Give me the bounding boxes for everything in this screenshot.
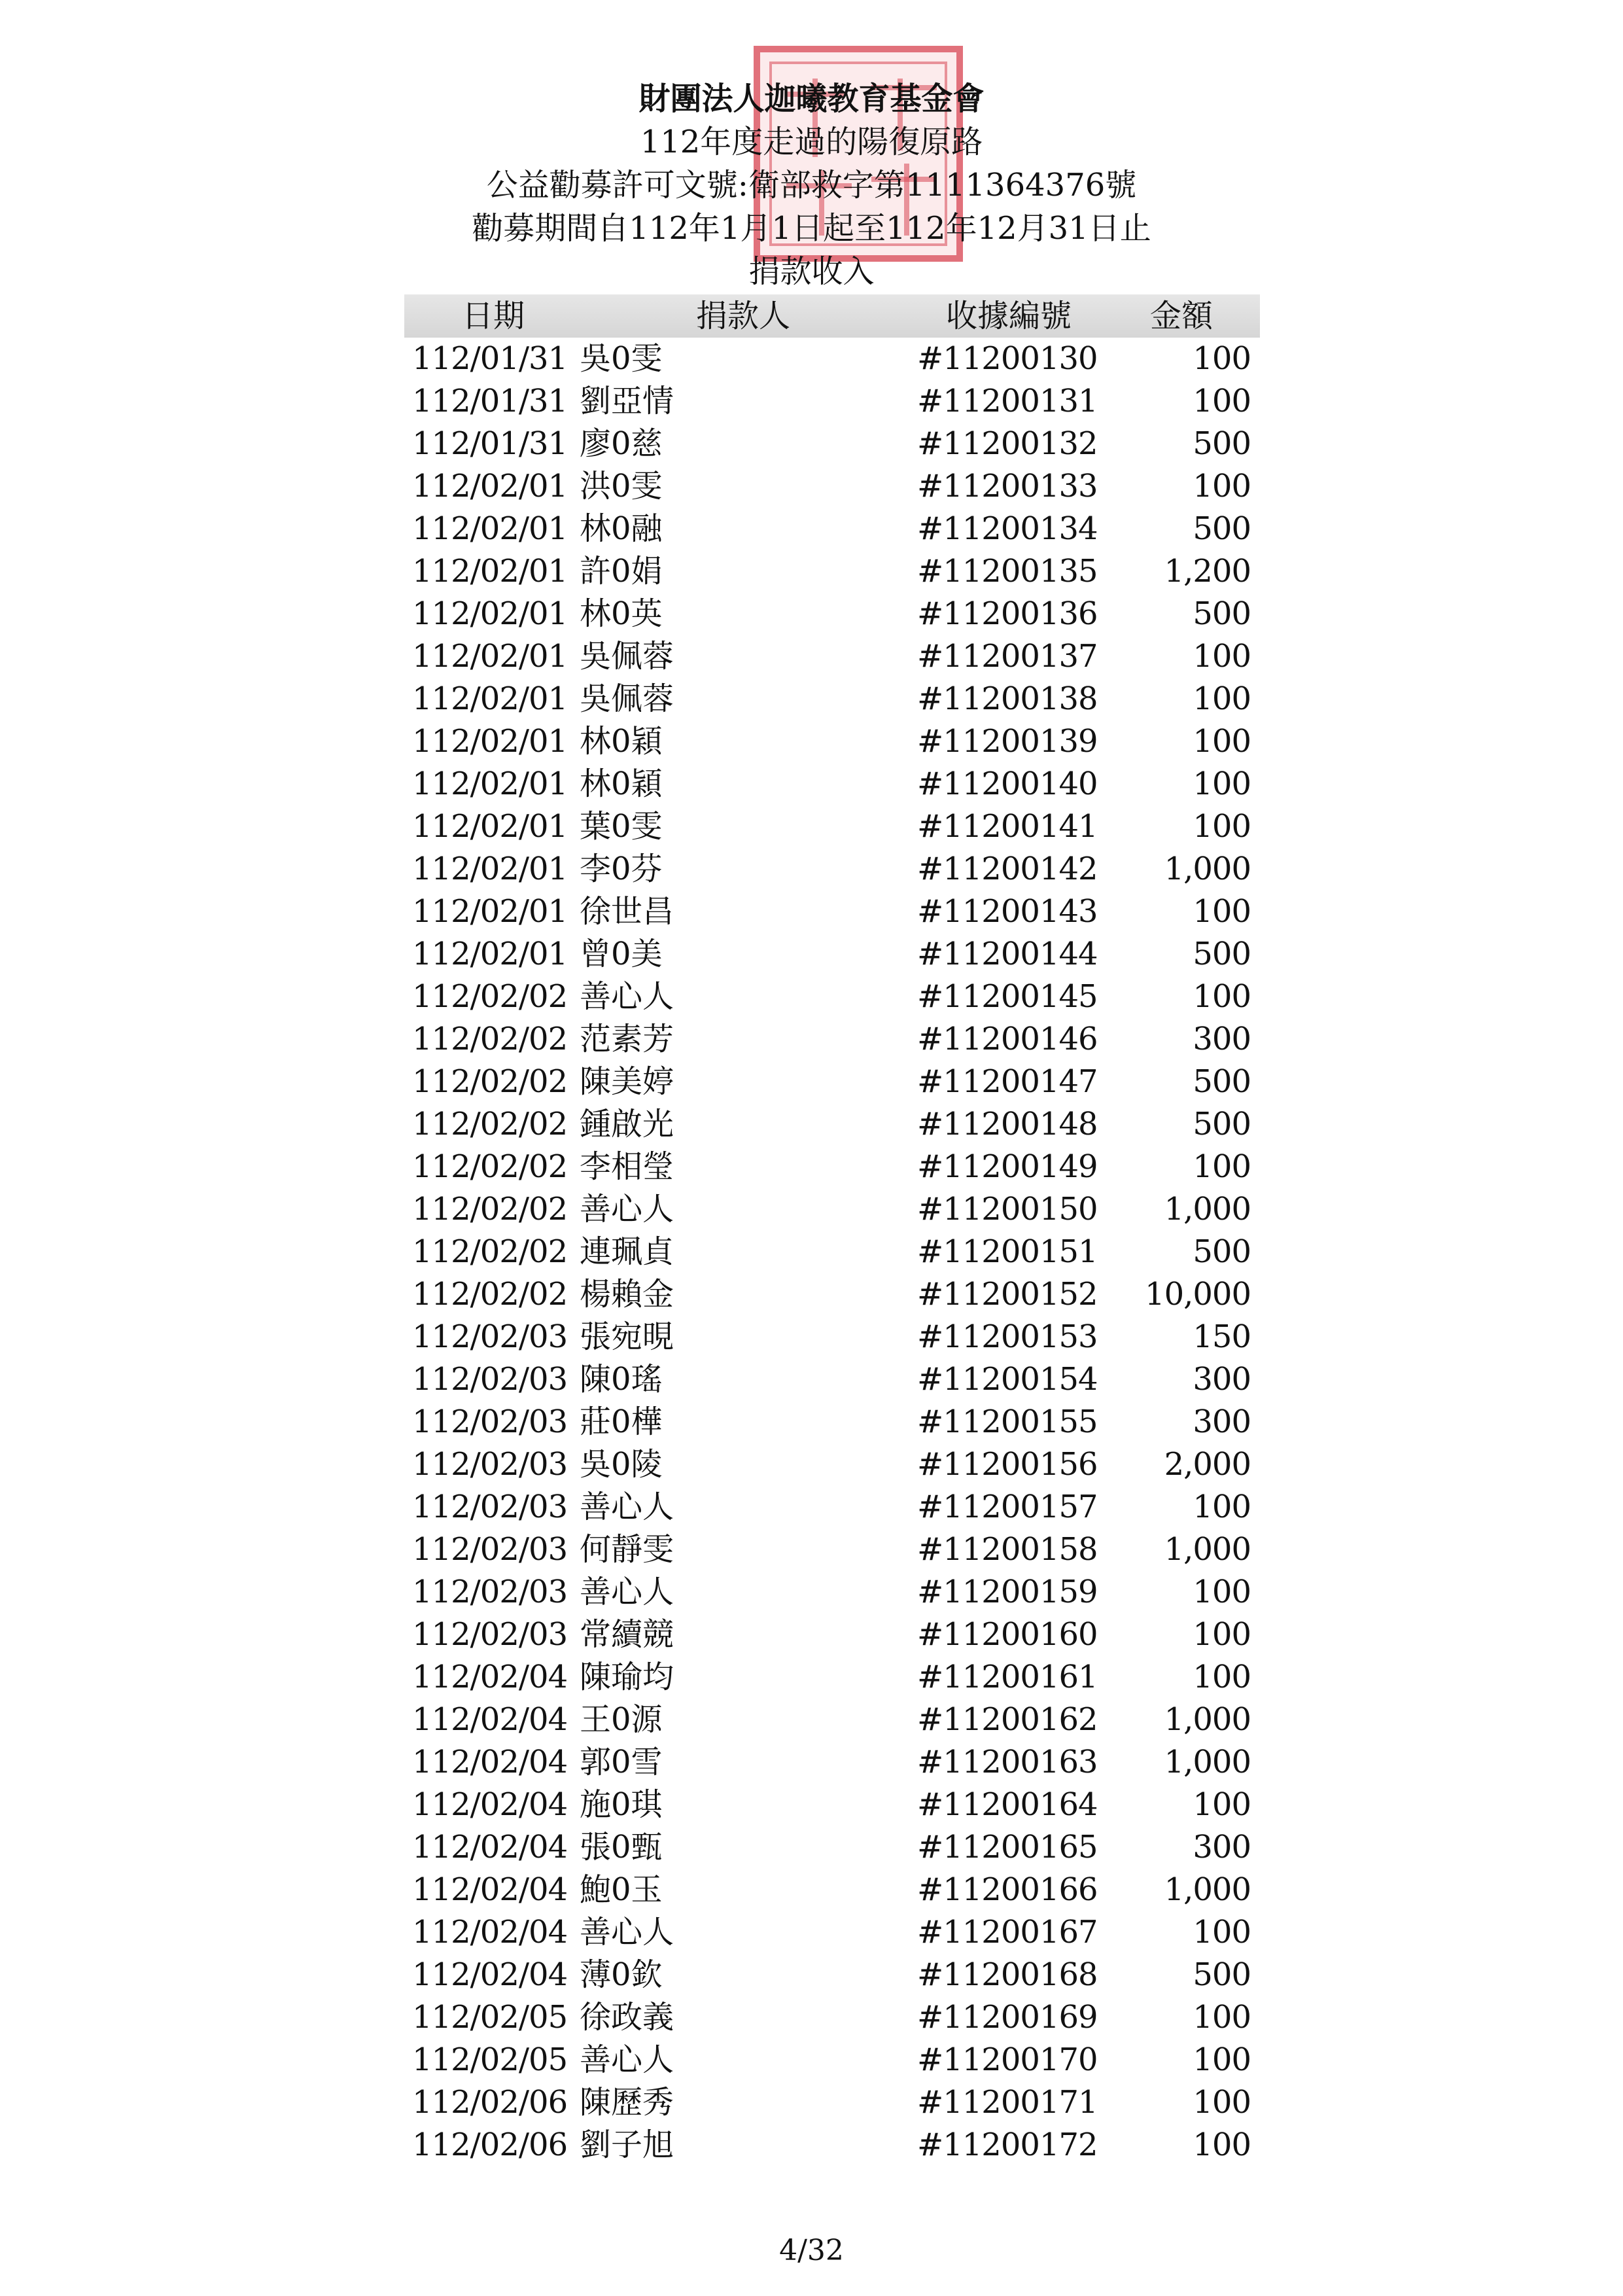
permit-number: 公益勸募許可文號:衛部救字第1111364376號 xyxy=(486,167,1137,203)
cell-receipt: #11200137 xyxy=(917,638,1098,675)
table-row xyxy=(404,1614,1260,1656)
cell-amount: 1,200 xyxy=(1164,553,1251,590)
cell-date: 112/02/02 xyxy=(412,1233,568,1270)
cell-amount: 100 xyxy=(1193,893,1251,930)
cell-amount: 500 xyxy=(1193,1233,1251,1270)
cell-donor: 林0融 xyxy=(580,510,663,547)
cell-donor: 連珮貞 xyxy=(580,1233,674,1270)
table-row xyxy=(404,1741,1260,1784)
table-body xyxy=(404,338,1260,2166)
table-row xyxy=(404,1996,1260,2039)
table-row xyxy=(404,2081,1260,2124)
table-row xyxy=(404,1316,1260,1358)
cell-receipt: #11200160 xyxy=(917,1616,1098,1653)
cell-receipt: #11200164 xyxy=(917,1786,1098,1823)
cell-amount: 100 xyxy=(1193,340,1251,377)
cell-receipt: #11200131 xyxy=(917,383,1098,419)
cell-amount: 100 xyxy=(1193,1574,1251,1610)
cell-donor: 常續競 xyxy=(580,1616,674,1653)
cell-donor: 王0源 xyxy=(580,1701,663,1738)
cell-date: 112/02/04 xyxy=(412,1744,568,1780)
page-number: 4/32 xyxy=(779,2234,844,2267)
cell-donor: 林0穎 xyxy=(580,723,663,760)
cell-date: 112/02/04 xyxy=(412,1914,568,1951)
cell-receipt: #11200141 xyxy=(917,808,1098,845)
cell-date: 112/02/01 xyxy=(412,723,568,760)
table-row xyxy=(404,550,1260,593)
cell-receipt: #11200167 xyxy=(917,1914,1098,1951)
cell-donor: 許0娟 xyxy=(580,553,663,590)
cell-receipt: #11200148 xyxy=(917,1106,1098,1142)
cell-date: 112/02/01 xyxy=(412,553,568,590)
cell-date: 112/02/01 xyxy=(412,936,568,972)
cell-date: 112/02/06 xyxy=(412,2084,568,2121)
cell-donor: 葉0雯 xyxy=(580,808,663,845)
table-row xyxy=(404,763,1260,805)
cell-receipt: #11200151 xyxy=(917,1233,1098,1270)
cell-receipt: #11200146 xyxy=(917,1021,1098,1057)
cell-receipt: #11200158 xyxy=(917,1531,1098,1568)
table-row xyxy=(404,1954,1260,1996)
cell-donor: 曾0美 xyxy=(580,936,663,972)
cell-receipt: #11200149 xyxy=(917,1148,1098,1185)
cell-donor: 陳0瑤 xyxy=(580,1361,663,1398)
cell-donor: 徐政義 xyxy=(580,1999,674,2036)
table-row xyxy=(404,1528,1260,1571)
cell-amount: 100 xyxy=(1193,1999,1251,2036)
table-row xyxy=(404,678,1260,720)
cell-receipt: #11200150 xyxy=(917,1191,1098,1227)
cell-date: 112/02/03 xyxy=(412,1361,568,1398)
cell-donor: 鍾啟光 xyxy=(580,1106,674,1142)
cell-date: 112/02/04 xyxy=(412,1871,568,1908)
cell-date: 112/02/04 xyxy=(412,1956,568,1993)
fundraising-period: 勸募期間自112年1月1日起至112年12月31日止 xyxy=(472,210,1151,247)
cell-amount: 1,000 xyxy=(1164,1701,1251,1738)
cell-amount: 500 xyxy=(1193,595,1251,632)
cell-donor: 善心人 xyxy=(580,1574,674,1610)
table-row xyxy=(404,508,1260,550)
cell-donor: 林0英 xyxy=(580,595,663,632)
document-header xyxy=(0,77,1623,293)
cell-amount: 500 xyxy=(1193,936,1251,972)
section-title: 捐款收入 xyxy=(748,253,875,290)
cell-amount: 1,000 xyxy=(1164,1744,1251,1780)
table-row xyxy=(404,635,1260,678)
cell-amount: 100 xyxy=(1193,468,1251,504)
cell-date: 112/02/03 xyxy=(412,1574,568,1610)
cell-amount: 100 xyxy=(1193,1616,1251,1653)
cell-receipt: #11200155 xyxy=(917,1404,1098,1440)
cell-receipt: #11200157 xyxy=(917,1489,1098,1525)
cell-donor: 莊0樺 xyxy=(580,1404,663,1440)
cell-date: 112/02/02 xyxy=(412,1191,568,1227)
cell-date: 112/02/02 xyxy=(412,1148,568,1185)
cell-amount: 100 xyxy=(1193,2127,1251,2163)
column-header-donor: 捐款人 xyxy=(696,298,791,334)
table-row xyxy=(404,1699,1260,1741)
cell-receipt: #11200145 xyxy=(917,978,1098,1015)
table-row xyxy=(404,1018,1260,1061)
cell-receipt: #11200162 xyxy=(917,1701,1098,1738)
cell-receipt: #11200152 xyxy=(917,1276,1098,1313)
cell-donor: 施0琪 xyxy=(580,1786,663,1823)
table-row xyxy=(404,1826,1260,1869)
cell-date: 112/02/03 xyxy=(412,1616,568,1653)
cell-receipt: #11200169 xyxy=(917,1999,1098,2036)
cell-date: 112/02/03 xyxy=(412,1318,568,1355)
table-row xyxy=(404,380,1260,423)
cell-amount: 300 xyxy=(1193,1361,1251,1398)
cell-receipt: #11200134 xyxy=(917,510,1098,547)
cell-date: 112/02/03 xyxy=(412,1404,568,1440)
cell-date: 112/02/04 xyxy=(412,1786,568,1823)
cell-receipt: #11200133 xyxy=(917,468,1098,504)
cell-donor: 劉亞情 xyxy=(580,383,674,419)
cell-amount: 100 xyxy=(1193,2041,1251,2078)
cell-donor: 楊賴金 xyxy=(580,1276,674,1313)
table-row xyxy=(404,1486,1260,1528)
cell-receipt: #11200165 xyxy=(917,1829,1098,1865)
cell-donor: 善心人 xyxy=(580,1191,674,1227)
cell-donor: 李相瑩 xyxy=(580,1148,674,1185)
cell-amount: 300 xyxy=(1193,1404,1251,1440)
table-row xyxy=(404,1784,1260,1826)
table-row xyxy=(404,1273,1260,1316)
cell-donor: 陳瑜均 xyxy=(580,1659,674,1695)
cell-receipt: #11200153 xyxy=(917,1318,1098,1355)
cell-donor: 善心人 xyxy=(580,1489,674,1525)
cell-date: 112/01/31 xyxy=(412,340,568,377)
cell-receipt: #11200172 xyxy=(917,2127,1098,2163)
table-row xyxy=(404,848,1260,891)
cell-amount: 100 xyxy=(1193,383,1251,419)
cell-receipt: #11200147 xyxy=(917,1063,1098,1100)
cell-receipt: #11200161 xyxy=(917,1659,1098,1695)
cell-date: 112/02/01 xyxy=(412,851,568,887)
cell-receipt: #11200135 xyxy=(917,553,1098,590)
cell-amount: 100 xyxy=(1193,1148,1251,1185)
cell-date: 112/02/01 xyxy=(412,638,568,675)
cell-donor: 洪0雯 xyxy=(580,468,663,504)
cell-donor: 吳佩蓉 xyxy=(580,638,674,675)
cell-amount: 500 xyxy=(1193,425,1251,462)
cell-date: 112/02/03 xyxy=(412,1446,568,1483)
table-row xyxy=(404,805,1260,848)
table-row xyxy=(404,1911,1260,1954)
cell-donor: 吳0陵 xyxy=(580,1446,663,1483)
cell-receipt: #11200159 xyxy=(917,1574,1098,1610)
cell-receipt: #11200138 xyxy=(917,680,1098,717)
cell-receipt: #11200140 xyxy=(917,766,1098,802)
cell-amount: 100 xyxy=(1193,2084,1251,2121)
cell-amount: 300 xyxy=(1193,1021,1251,1057)
cell-donor: 李0芬 xyxy=(580,851,663,887)
cell-date: 112/01/31 xyxy=(412,425,568,462)
cell-donor: 陳歷秀 xyxy=(580,2084,674,2121)
cell-date: 112/02/02 xyxy=(412,978,568,1015)
cell-amount: 1,000 xyxy=(1164,1531,1251,1568)
table-row xyxy=(404,423,1260,465)
table-row xyxy=(404,1061,1260,1103)
cell-amount: 500 xyxy=(1193,1106,1251,1142)
cell-amount: 150 xyxy=(1193,1318,1251,1355)
cell-date: 112/02/04 xyxy=(412,1659,568,1695)
cell-receipt: #11200163 xyxy=(917,1744,1098,1780)
cell-receipt: #11200171 xyxy=(917,2084,1098,2121)
cell-amount: 100 xyxy=(1193,1914,1251,1951)
cell-donor: 張宛晛 xyxy=(580,1318,674,1355)
cell-amount: 500 xyxy=(1193,1956,1251,1993)
table-row xyxy=(404,1231,1260,1273)
cell-donor: 劉子旭 xyxy=(580,2127,674,2163)
cell-amount: 100 xyxy=(1193,766,1251,802)
table-row xyxy=(404,338,1260,380)
cell-date: 112/02/06 xyxy=(412,2127,568,2163)
cell-amount: 100 xyxy=(1193,1659,1251,1695)
table-row xyxy=(404,720,1260,763)
project-title: 112年度走過的陽復原路 xyxy=(640,124,983,160)
cell-donor: 薄0欽 xyxy=(580,1956,663,1993)
cell-donor: 范素芳 xyxy=(580,1021,674,1057)
cell-amount: 500 xyxy=(1193,510,1251,547)
table-row xyxy=(404,1188,1260,1231)
cell-date: 112/02/02 xyxy=(412,1021,568,1057)
cell-date: 112/02/01 xyxy=(412,510,568,547)
cell-donor: 林0穎 xyxy=(580,766,663,802)
cell-receipt: #11200168 xyxy=(917,1956,1098,1993)
cell-date: 112/02/03 xyxy=(412,1531,568,1568)
cell-receipt: #11200170 xyxy=(917,2041,1098,2078)
cell-date: 112/02/03 xyxy=(412,1489,568,1525)
cell-receipt: #11200132 xyxy=(917,425,1098,462)
cell-receipt: #11200144 xyxy=(917,936,1098,972)
cell-donor: 善心人 xyxy=(580,978,674,1015)
cell-donor: 吳0雯 xyxy=(580,340,663,377)
cell-amount: 1,000 xyxy=(1164,1871,1251,1908)
cell-date: 112/02/01 xyxy=(412,893,568,930)
cell-receipt: #11200142 xyxy=(917,851,1098,887)
cell-date: 112/02/01 xyxy=(412,595,568,632)
organization-name: 財團法人迦曦教育基金會 xyxy=(638,80,985,117)
table-row xyxy=(404,1571,1260,1614)
cell-date: 112/02/01 xyxy=(412,766,568,802)
table-row xyxy=(404,976,1260,1018)
table-row xyxy=(404,1146,1260,1188)
table-row xyxy=(404,2124,1260,2166)
cell-amount: 100 xyxy=(1193,978,1251,1015)
cell-date: 112/02/02 xyxy=(412,1106,568,1142)
table-row xyxy=(404,1656,1260,1699)
cell-date: 112/02/01 xyxy=(412,680,568,717)
cell-date: 112/02/04 xyxy=(412,1829,568,1865)
cell-amount: 2,000 xyxy=(1164,1446,1251,1483)
cell-donor: 善心人 xyxy=(580,2041,674,2078)
cell-receipt: #11200166 xyxy=(917,1871,1098,1908)
table-header-row xyxy=(404,294,1260,338)
table-row xyxy=(404,2039,1260,2081)
cell-date: 112/02/02 xyxy=(412,1063,568,1100)
cell-amount: 100 xyxy=(1193,808,1251,845)
cell-amount: 100 xyxy=(1193,680,1251,717)
cell-receipt: #11200139 xyxy=(917,723,1098,760)
cell-donor: 陳美婷 xyxy=(580,1063,674,1100)
table-row xyxy=(404,891,1260,933)
cell-date: 112/02/04 xyxy=(412,1701,568,1738)
cell-receipt: #11200143 xyxy=(917,893,1098,930)
cell-amount: 100 xyxy=(1193,1786,1251,1823)
cell-donor: 吳佩蓉 xyxy=(580,680,674,717)
cell-donor: 徐世昌 xyxy=(580,893,674,930)
cell-donor: 善心人 xyxy=(580,1914,674,1951)
cell-date: 112/02/01 xyxy=(412,808,568,845)
table-row xyxy=(404,1103,1260,1146)
cell-amount: 10,000 xyxy=(1145,1276,1251,1313)
cell-donor: 廖0慈 xyxy=(580,425,663,462)
cell-amount: 1,000 xyxy=(1164,851,1251,887)
cell-date: 112/02/01 xyxy=(412,468,568,504)
cell-amount: 300 xyxy=(1193,1829,1251,1865)
column-header-date: 日期 xyxy=(462,298,525,334)
cell-amount: 100 xyxy=(1193,1489,1251,1525)
table-row xyxy=(404,465,1260,508)
cell-receipt: #11200136 xyxy=(917,595,1098,632)
table-row xyxy=(404,1358,1260,1401)
cell-donor: 鮑0玉 xyxy=(580,1871,663,1908)
cell-date: 112/01/31 xyxy=(412,383,568,419)
column-header-receipt: 收據編號 xyxy=(946,298,1072,334)
table-row xyxy=(404,1401,1260,1443)
table-row xyxy=(404,1443,1260,1486)
cell-date: 112/02/05 xyxy=(412,1999,568,2036)
column-header-amount: 金額 xyxy=(1150,298,1213,334)
table-row xyxy=(404,1869,1260,1911)
cell-receipt: #11200130 xyxy=(917,340,1098,377)
cell-amount: 500 xyxy=(1193,1063,1251,1100)
cell-donor: 郭0雪 xyxy=(580,1744,663,1780)
cell-donor: 何靜雯 xyxy=(580,1531,674,1568)
donation-table xyxy=(404,294,1260,2166)
table-row xyxy=(404,933,1260,976)
cell-date: 112/02/02 xyxy=(412,1276,568,1313)
table-row xyxy=(404,593,1260,635)
cell-date: 112/02/05 xyxy=(412,2041,568,2078)
cell-amount: 100 xyxy=(1193,723,1251,760)
cell-donor: 張0甄 xyxy=(580,1829,663,1865)
cell-amount: 1,000 xyxy=(1164,1191,1251,1227)
cell-amount: 100 xyxy=(1193,638,1251,675)
cell-receipt: #11200156 xyxy=(917,1446,1098,1483)
cell-receipt: #11200154 xyxy=(917,1361,1098,1398)
